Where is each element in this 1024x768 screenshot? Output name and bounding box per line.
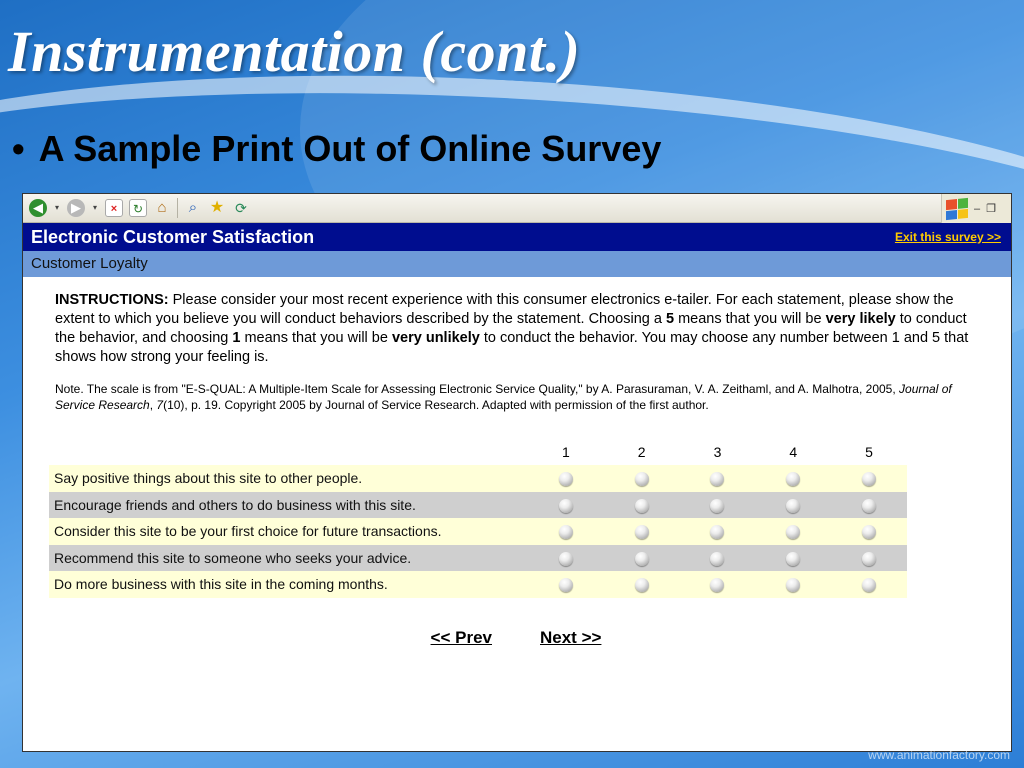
rating-radio[interactable] [635,552,649,566]
rating-radio[interactable] [786,525,800,539]
rating-radio[interactable] [559,525,573,539]
instructions-bold: 1 [232,330,241,346]
scale-header: 5 [865,444,873,460]
rating-radio[interactable] [559,578,573,592]
refresh-icon[interactable]: ↻ [129,199,147,217]
instructions-bold: 5 [665,311,675,327]
rating-radio[interactable] [710,578,724,592]
favorites-icon[interactable]: ★ [209,199,225,216]
instructions-text: Please consider your most recent experience with this consumer electronics e-tailer. For each statement, please show the extent to which you believe you will conduct behaviors described by the statement. Choosing a [55,292,954,327]
survey-title: Electronic Customer Satisfaction [31,226,315,247]
note-volume: 7 [156,398,164,412]
instructions [55,291,977,367]
statement: Do more business with this site in the coming months. [54,576,388,593]
watermark: www.animationfactory.com [868,748,1010,762]
rating-radio[interactable] [559,499,573,513]
rating-radio[interactable] [710,472,724,486]
scale-header: 1 [561,444,570,460]
rating-radio[interactable] [710,499,724,513]
rating-radio[interactable] [710,525,724,539]
rating-radio[interactable] [635,472,649,486]
note-journal: Journal of Service Research [55,382,952,412]
note-text: Note. The scale is from "E-S-QUAL: A Multiple-Item Scale for Assessing Electronic Service Quality," by A. Parasuraman, V. A. Zeithaml, and A. Malhotra, 2005, [55,382,900,396]
windows-logo-icon [946,197,968,219]
scale-header: 2 [637,444,646,460]
browser-window [22,193,1012,752]
restore-icon[interactable]: ❐ [986,203,996,215]
statement: Encourage friends and others to do business with this site. [54,496,416,513]
instructions-text: to conduct the behavior. You may choose any number between 1 and 5 that shows how strong your feeling is. [55,330,969,365]
back-dropdown-icon[interactable]: ▾ [54,203,59,212]
slide-bullet [12,128,661,170]
minimize-icon[interactable]: – [974,202,981,215]
statement: Recommend this site to someone who seeks your advice. [54,549,412,566]
rating-radio[interactable] [786,578,800,592]
instructions-label: INSTRUCTIONS: [55,292,169,308]
survey-row [49,465,907,492]
rating-radio[interactable] [635,499,649,513]
section-title: Customer Loyalty [23,251,1011,277]
back-icon[interactable]: ◀ [29,199,47,217]
instructions-text: to conduct the behavior, and choosing [55,311,967,346]
rating-radio[interactable] [862,552,876,566]
statement-header [49,439,528,465]
note-text: , [149,398,157,412]
forward-icon[interactable]: ▶ [67,199,85,217]
scale-header-row [49,439,907,465]
note-text: (10), p. 19. Copyright 2005 by Journal of Service Research. Adapted with permission of the first author. [163,398,709,412]
instructions-bold: very unlikely [391,330,480,346]
rating-radio[interactable] [862,578,876,592]
instructions-text: means that you will be [240,330,392,346]
bullet-text: A Sample Print Out of Online Survey [38,128,662,169]
survey-row [49,518,907,545]
survey-content [23,277,1011,648]
scale-header: 3 [713,444,722,460]
survey-header [23,223,1011,251]
rating-radio[interactable] [635,578,649,592]
statement: Say positive things about this site to other people. [54,470,363,487]
survey-row [49,571,907,598]
rating-radio[interactable] [862,472,876,486]
rating-radio[interactable] [786,472,800,486]
stop-icon[interactable]: × [105,199,123,217]
survey-table [49,439,907,598]
next-link[interactable]: Next >> [540,627,602,647]
history-icon[interactable]: ⟳ [235,200,247,216]
rating-radio[interactable] [710,552,724,566]
window-controls [941,194,1011,223]
instructions-text: means that you will be [674,311,826,327]
prev-link[interactable]: << Prev [430,627,492,647]
rating-radio[interactable] [559,472,573,486]
survey-row [49,545,907,572]
exit-survey-link[interactable]: Exit this survey >> [894,230,1001,244]
bullet-dot-icon: • [12,128,25,169]
toolbar-separator [177,198,178,218]
rating-radio[interactable] [786,499,800,513]
search-icon[interactable]: ⌕ [188,199,198,216]
instructions-bold: very likely [825,311,896,327]
scale-note [55,381,977,413]
scale-header: 4 [789,444,798,460]
home-icon[interactable]: ⌂ [157,199,167,216]
survey-navigation [55,628,977,648]
rating-radio[interactable] [862,499,876,513]
rating-radio[interactable] [786,552,800,566]
statement: Consider this site to be your first choice for future transactions. [54,523,442,540]
rating-radio[interactable] [559,552,573,566]
rating-radio[interactable] [862,525,876,539]
slide-title: Instrumentation (cont.) [8,19,581,84]
forward-dropdown-icon[interactable]: ▾ [92,203,97,212]
browser-toolbar [23,194,1011,223]
rating-radio[interactable] [635,525,649,539]
survey-row [49,492,907,519]
